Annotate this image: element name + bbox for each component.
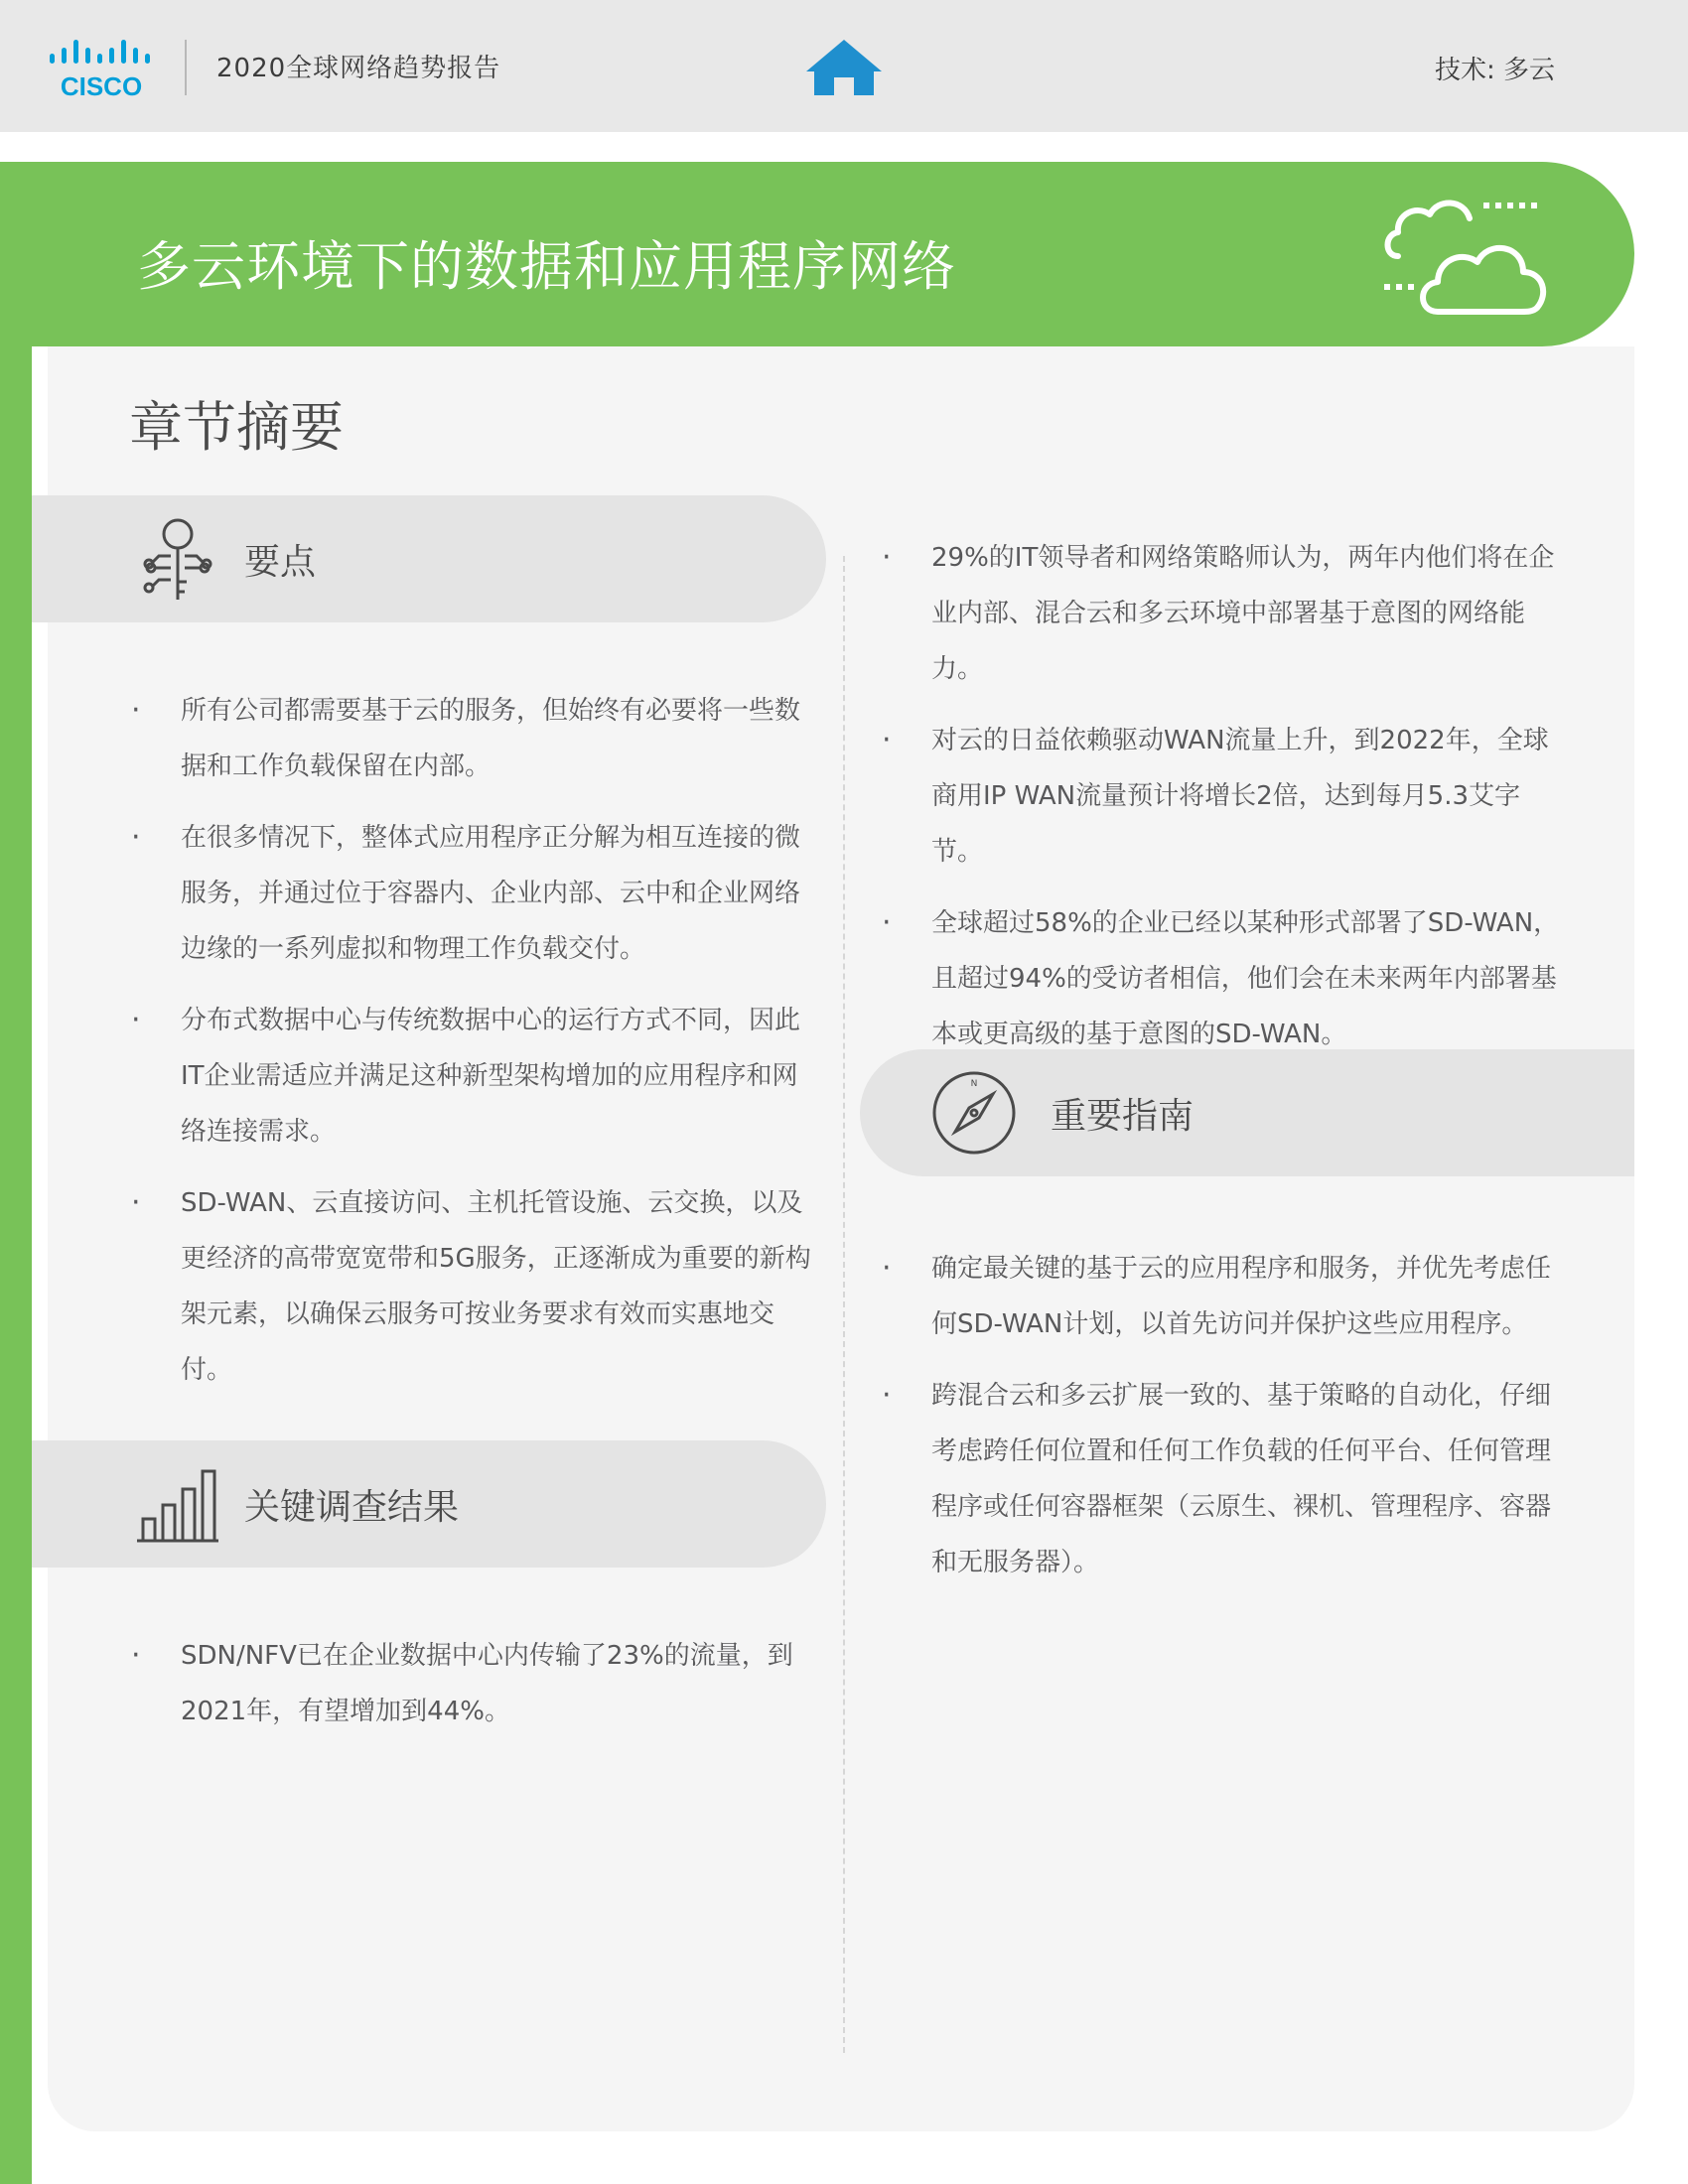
key-points-list [131,683,816,1414]
guidance-label: 重要指南 [1051,1095,1195,1137]
svg-text:N: N [970,1079,978,1089]
list-item: · 所有公司都需要基于云的服务，但始终有必要将一些数据和工作负载保留在内部。 [131,683,816,794]
bar-chart-icon [131,1457,224,1551]
key-circuit-icon [131,512,224,606]
list-item: · 分布式数据中心与传统数据中心的运行方式不同，因此IT企业需适应并满足这种新型架构增加的应用程序和网络连接需求。 [131,993,816,1160]
compass-icon [927,1066,1021,1160]
list-item: · 在很多情况下，整体式应用程序正分解为相互连接的微服务，并通过位于容器内、企业内部、云中和企业网络边缘的一系列虚拟和物理工作负载交付。 [131,810,816,977]
guidance-header [860,1049,1634,1176]
section-heading: 章节摘要 [129,396,344,459]
topic-label: 技术: 多云 [1434,56,1555,85]
cisco-logo [48,36,159,99]
findings-continued-list [882,530,1567,1078]
svg-text:CISCO: CISCO [60,71,143,99]
key-points-header [32,495,826,622]
list-item: · 29%的IT领导者和网络策略师认为，两年内他们将在企业内部、混合云和多云环境中部署基于意图的网络能力。 [882,530,1567,697]
list-item: · 确定最关键的基于云的应用程序和服务，并优先考虑任何SD-WAN计划，以首先访问并保护这些应用程序。 [882,1241,1567,1352]
key-findings-label: 关键调查结果 [244,1486,460,1528]
key-findings-header [32,1440,826,1568]
page-title: 多云环境下的数据和应用程序网络 [137,235,956,298]
column-divider [843,556,845,2053]
list-item: · SD-WAN、云直接访问、主机托管设施、云交换，以及更经济的高带宽宽带和5G服务，正逐渐成为重要的新构架元素，以确保云服务可按业务要求有效而实惠地交付。 [131,1175,816,1398]
list-item: · SDN/NFV已在企业数据中心内传输了23%的流量，到2021年，有望增加到44%。 [131,1628,816,1739]
list-item: · 对云的日益依赖驱动WAN流量上升，到2022年，全球商用IP WAN流量预计将增长2倍，达到每月5.3艾字节。 [882,713,1567,880]
cloud-icon [1378,185,1557,322]
report-title: 2020全球网络趋势报告 [216,54,501,83]
key-points-label: 要点 [244,541,317,583]
home-icon[interactable] [802,36,886,97]
list-item: · 跨混合云和多云扩展一致的、基于策略的自动化，仔细考虑跨任何位置和任何工作负载的任何平台、任何管理程序或任何容器框架（云原生、裸机、管理程序、容器和无服务器）。 [882,1368,1567,1590]
top-header-bar [0,0,1688,132]
guidance-list [882,1241,1567,1606]
list-item: · 全球超过58%的企业已经以某种形式部署了SD-WAN，且超过94%的受访者相信，他们会在未来两年内部署基本或更高级的基于意图的SD-WAN。 [882,895,1567,1062]
key-findings-list [131,1628,816,1755]
logo-divider [185,40,187,95]
side-stripe [0,162,32,2184]
